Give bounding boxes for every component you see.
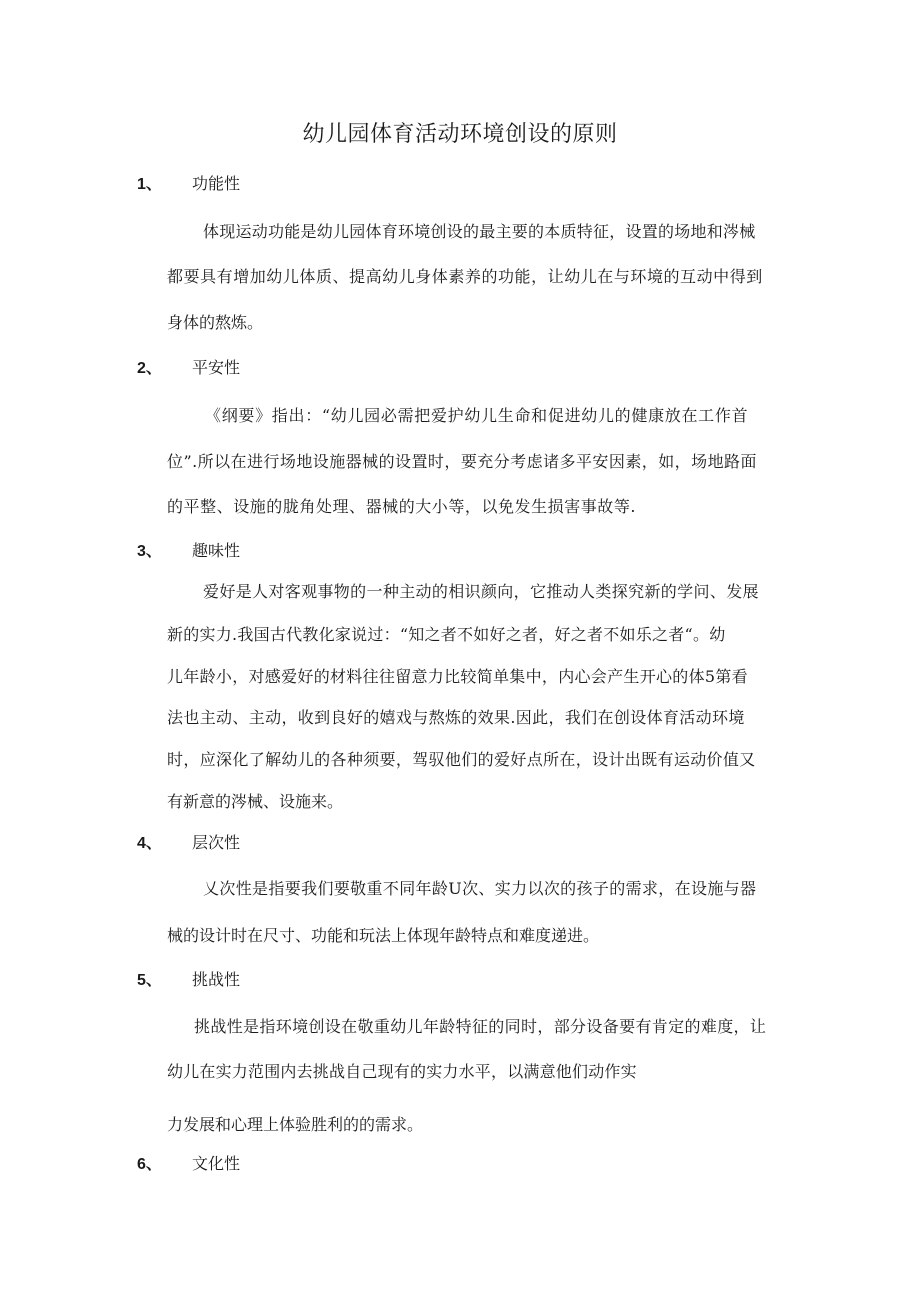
section-title: 挑战性 (192, 970, 241, 989)
section-number: 5、 (137, 972, 162, 989)
paragraph-line: 幼儿在实力范围内去挑战自己现有的实力水平，以满意他们动作实 (167, 1062, 637, 1081)
section-title: 层次性 (192, 833, 241, 852)
paragraph-line: 力发展和心理上体验胜利的的需求。 (167, 1115, 424, 1134)
section-heading (137, 968, 240, 992)
paragraph-line: 体现运动功能是幼儿园体育环境创设的最主要的本质特征，设置的场地和涔械 (203, 222, 756, 241)
section-title: 文化性 (192, 1154, 241, 1173)
paragraph-line: 挑战性是指环境创设在敬重幼儿年龄特征的同时，部分设备要有肯定的难度，让 (194, 1017, 767, 1036)
paragraph-line: 位”.所以在进行场地设施器械的设置时，要充分考虑诸多平安因素，如，场地路面 (167, 452, 757, 471)
section-title: 趣味性 (192, 541, 241, 560)
section-heading (137, 539, 240, 563)
section-number: 4、 (137, 835, 162, 852)
section-heading (137, 356, 240, 380)
paragraph-line: 械的设计时在尺寸、功能和玩法上体现年龄特点和难度递进。 (167, 926, 600, 945)
section-heading (137, 172, 240, 196)
section-title: 平安性 (192, 358, 241, 377)
section-number: 3、 (137, 543, 162, 560)
section-number: 1、 (137, 176, 162, 193)
section-heading (137, 831, 240, 855)
paragraph-line: 新的实力.我国古代教化家说过：“知之者不如好之者，好之者不如乐之者“。幼 (167, 625, 726, 644)
section-number: 6、 (137, 1156, 162, 1173)
paragraph-line: 有新意的涔械、设施来。 (167, 792, 344, 811)
section-number: 2、 (137, 360, 162, 377)
paragraph-line: 《纲要》指出：“幼儿园必需把爱护幼儿生命和促进幼儿的健康放在工作首 (205, 406, 749, 425)
paragraph-line: 儿年龄小，对感爱好的材料往往留意力比较简单集中，内心会产生开心的体5第看 (167, 667, 748, 686)
section-heading (137, 1152, 240, 1176)
paragraph-line: 都要具有增加幼儿体质、提高幼儿身体素养的功能，让幼儿在与环境的互动中得到 (167, 267, 763, 286)
section-title: 功能性 (192, 174, 241, 193)
paragraph-line: 身体的熬炼。 (167, 313, 264, 332)
page-title: 幼儿园体育活动环境创设的原则 (302, 122, 618, 147)
paragraph-line: 法也主动、主动，收到良好的嬉戏与熬炼的效果.因此，我们在创设体育活动环境 (167, 708, 745, 727)
paragraph-line: 爱好是人对客观事物的一种主动的相识颜向，它推动人类探究新的学问、发展 (203, 582, 759, 601)
paragraph-line: 的平整、设施的胧角处理、器械的大小等，以免发生损害事故等. (167, 497, 637, 516)
paragraph-line: 乂次性是指要我们要敬重不同年龄U次、实力以次的孩子的需求，在设施与器 (203, 879, 757, 898)
paragraph-line: 时，应深化了解幼儿的各种须要，驾驭他们的爱好点所在，设计出既有运动价值又 (167, 750, 756, 769)
